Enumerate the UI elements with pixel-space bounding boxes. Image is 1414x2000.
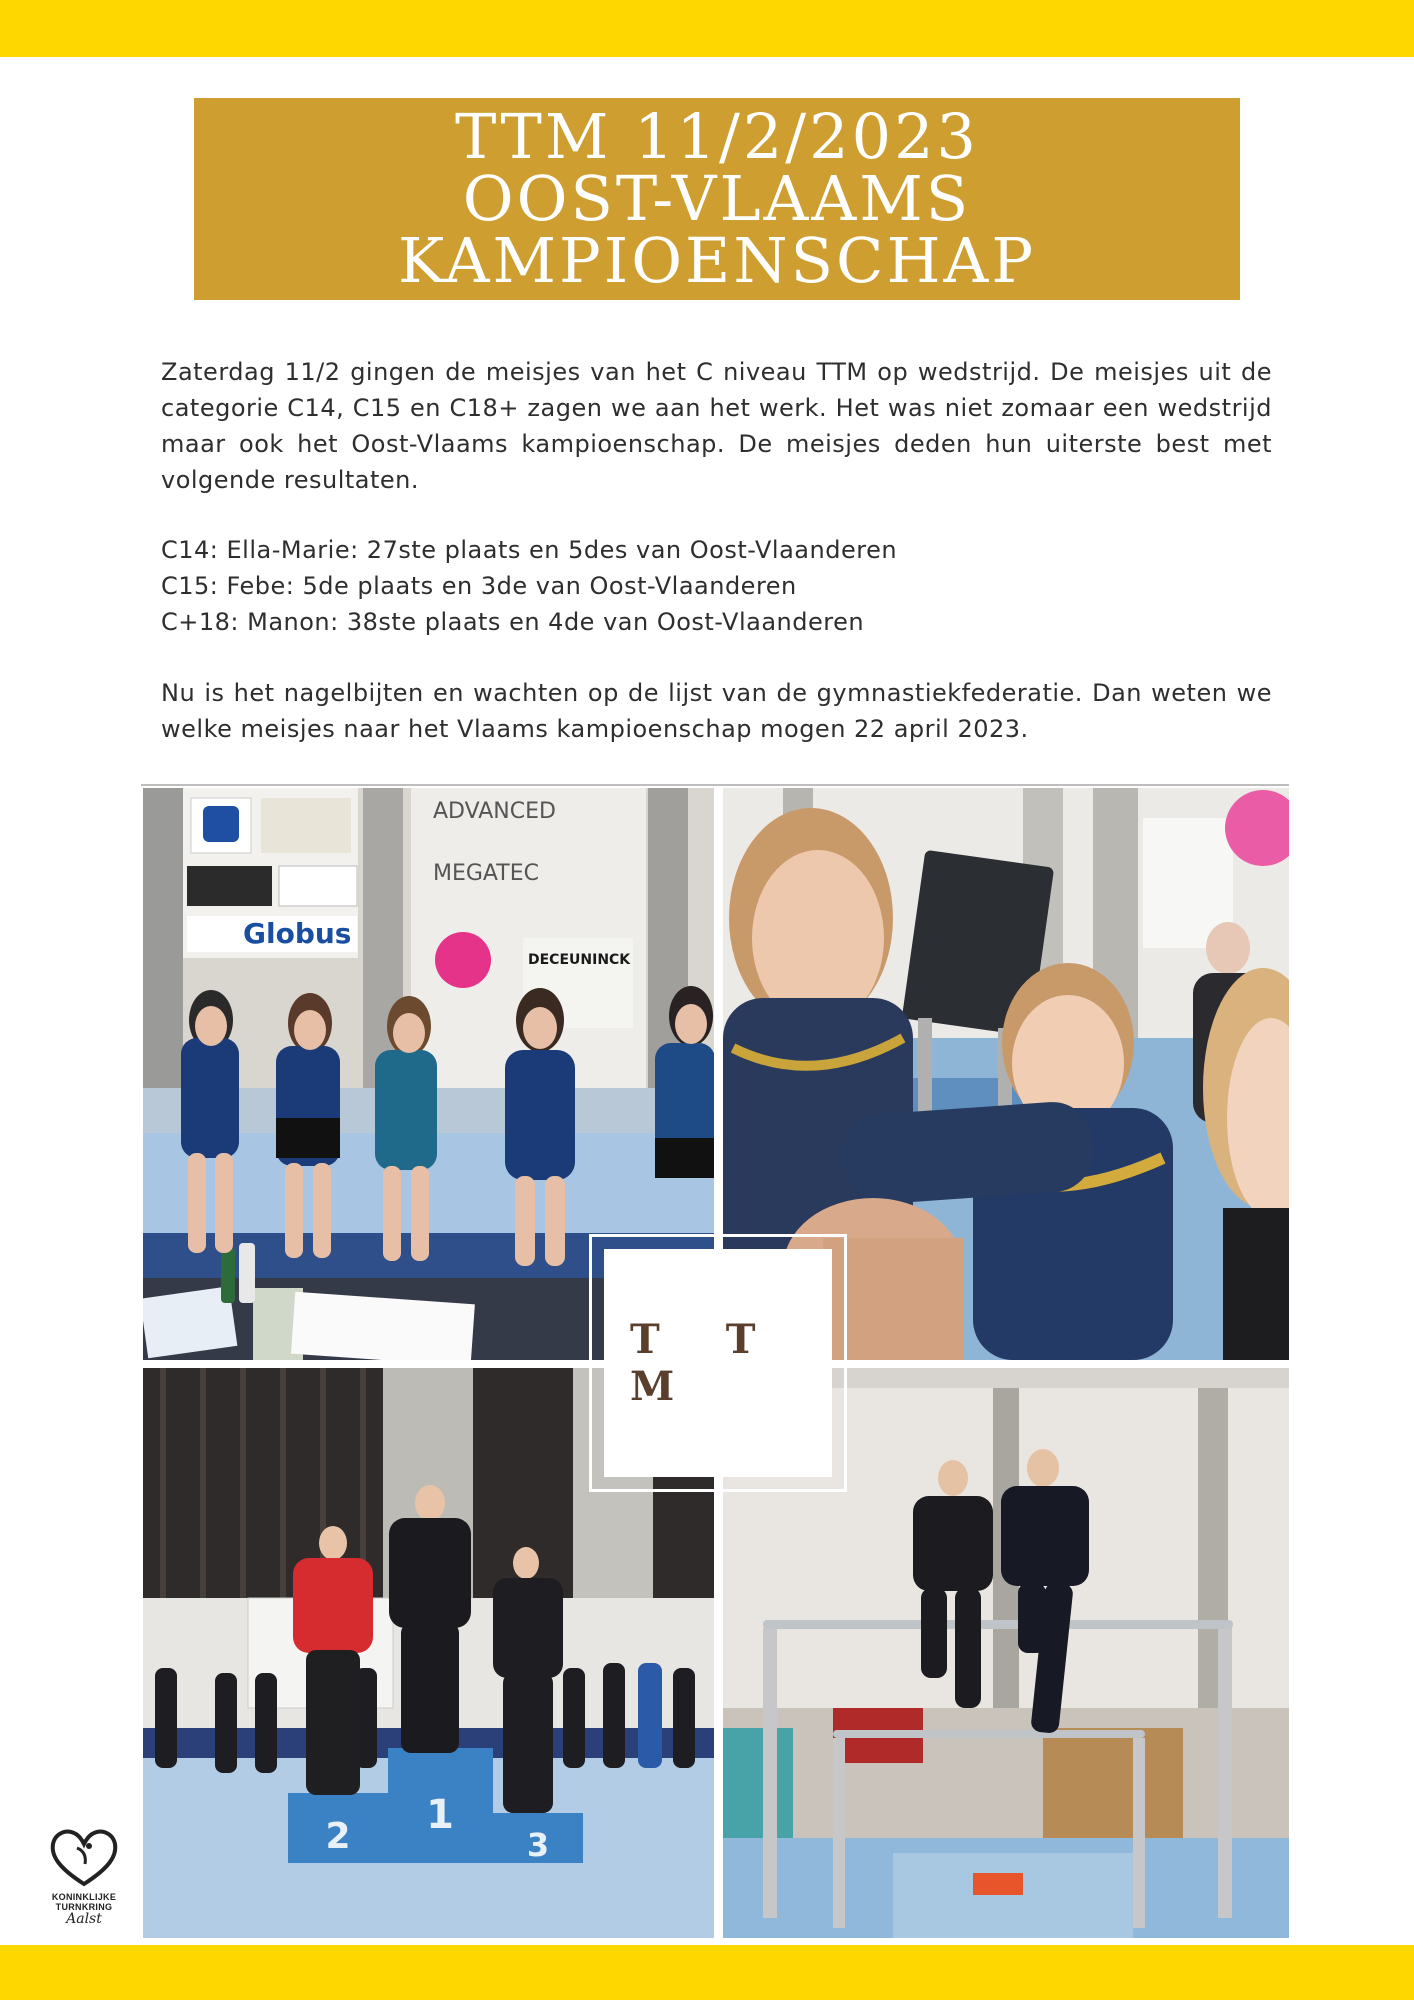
results-list — [161, 532, 1272, 640]
closing-paragraph: Nu is het nagelbijten en wachten op de lijst van de gymnastiekfederatie. Dan weten we welke meisjes naar het Vlaams kampioenschap mogen 22 april 2023. — [161, 679, 1272, 743]
title-banner — [194, 98, 1240, 300]
ttm-logo — [604, 1249, 832, 1477]
sign-advanced: ADVANCED — [433, 799, 556, 824]
title-line-3: KAMPIOENSCHAP — [397, 224, 1037, 297]
podium-2: 2 — [325, 1816, 351, 1857]
heart-icon — [49, 1826, 119, 1888]
club-name-script: Aalst — [66, 1911, 102, 1927]
title-line-2: OOST-VLAAMS — [462, 162, 972, 235]
podium-3: 3 — [526, 1826, 550, 1864]
title-line-1: TTM 11/2/2023 — [455, 100, 979, 173]
result-c18: C+18: Manon: 38ste plaats en 4de van Oost-Vlaanderen — [161, 608, 865, 636]
sign-megatec: MEGATEC — [433, 861, 539, 886]
podium-1: 1 — [426, 1792, 454, 1838]
club-name-line-1: KONINKLIJKE — [51, 1892, 117, 1902]
intro-paragraph: Zaterdag 11/2 gingen de meisjes van het C niveau TTM op wedstrijd. De meisjes uit de categorie C14, C15 en C18+ zagen we aan het werk. Het was niet zomaar een wedstrijd maar ook het Oost-Vlaams kampioenschap. De meisjes deden hun uiterste best met volgende resultaten. — [161, 358, 1272, 494]
bottom-yellow-band — [0, 1945, 1414, 2000]
sign-globus: Globus — [243, 917, 352, 950]
result-c14: C14: Ella-Marie: 27ste plaats en 5des van Oost-Vlaanderen — [161, 536, 898, 564]
photo-collage — [141, 784, 1289, 1938]
club-logo — [38, 1826, 130, 1936]
club-name-line-2: TURNKRING — [55, 1902, 113, 1912]
result-c15: C15: Febe: 5de plaats en 3de van Oost-Vlaanderen — [161, 572, 797, 600]
top-yellow-band — [0, 0, 1414, 57]
ttm-logo-text: T T M — [630, 1316, 782, 1410]
sign-deceuninck: DECEUNINCK — [528, 952, 631, 968]
